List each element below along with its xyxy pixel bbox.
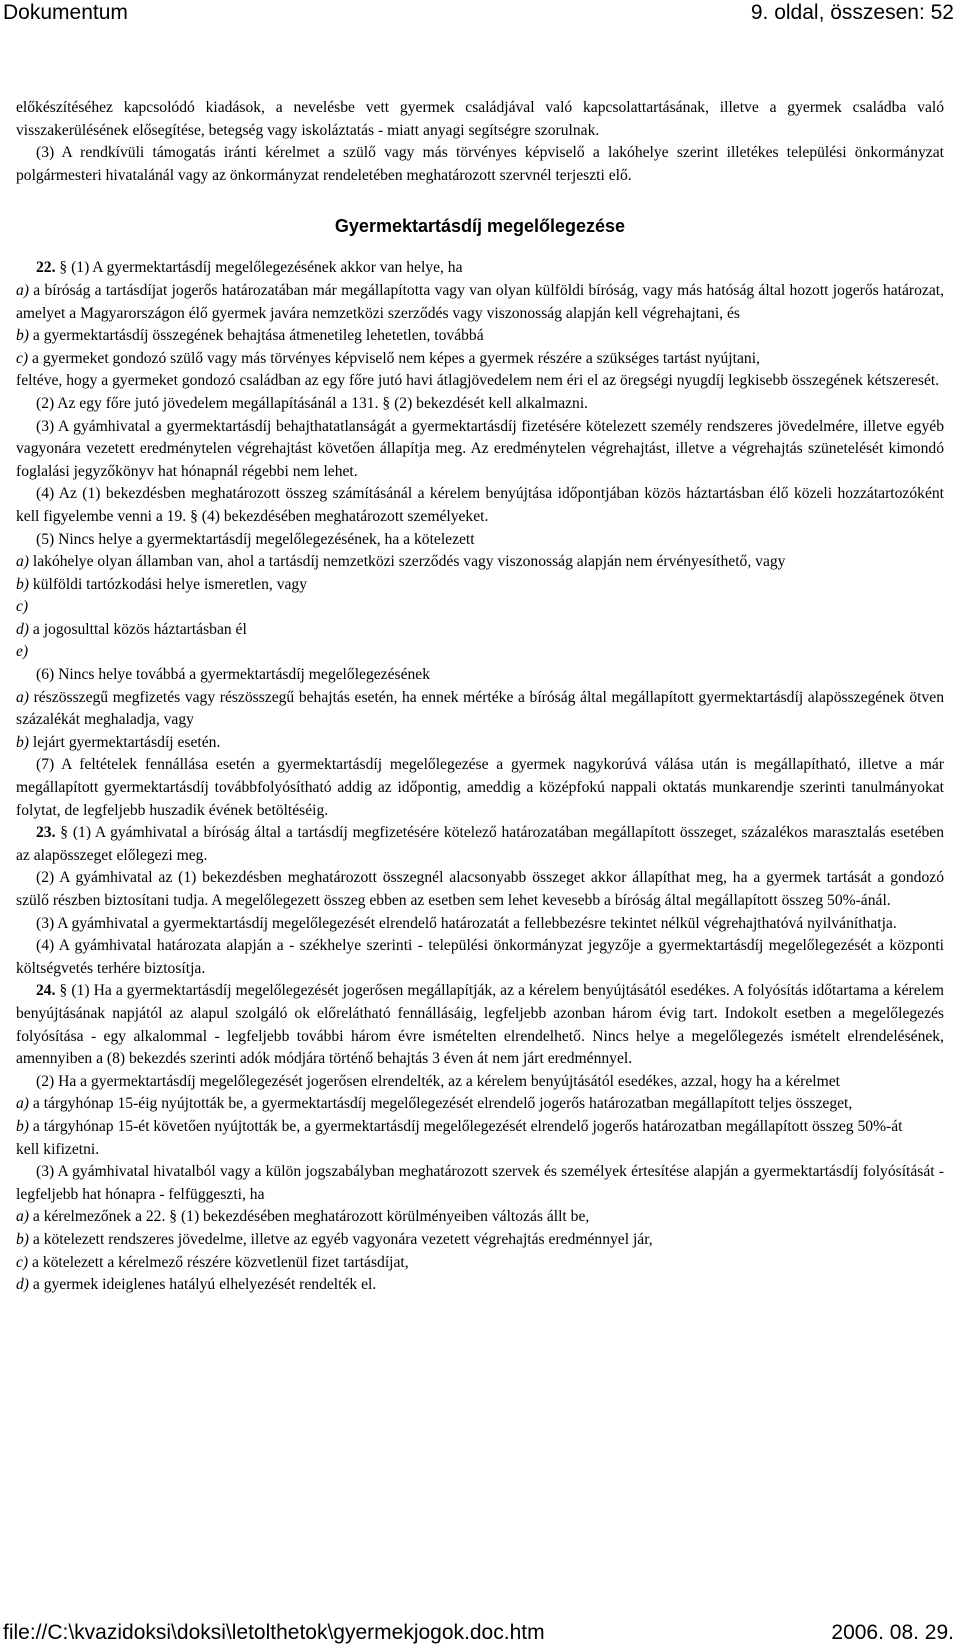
page-header bbox=[0, 0, 960, 34]
list-item-letter: a) bbox=[16, 281, 29, 299]
list-item bbox=[16, 1252, 944, 1275]
paragraph bbox=[16, 913, 944, 936]
list-item-letter: c) bbox=[16, 598, 29, 616]
paragraph bbox=[16, 754, 944, 822]
paragraph-text: a kérelmezőnek a 22. § (1) bekezdésében meghatározott körülményeiben változás állt be, bbox=[29, 1208, 590, 1226]
paragraph bbox=[16, 980, 944, 1070]
section-title: Gyermektartásdíj megelőlegezése bbox=[334, 216, 626, 237]
list-item bbox=[16, 619, 944, 642]
footer-date: 2006. 08. 29. bbox=[831, 1621, 954, 1644]
list-item-letter: d) bbox=[16, 1276, 29, 1294]
paragraph bbox=[16, 1071, 944, 1094]
list-item-letter: b) bbox=[16, 1117, 29, 1135]
paragraph bbox=[16, 257, 944, 280]
paragraph-text: (4) Az (1) bekezdésben meghatározott összeg számításánál a kérelem benyújtása időpontjában közös háztartásban élő közeli hozzátartozóként kell figyelembe venni a 19. § (4) bekezdésében meghatározott személyeket. bbox=[16, 485, 944, 525]
paragraph-text: a gyermektartásdíj összegének behajtása átmenetileg lehetetlen, továbbá bbox=[29, 327, 484, 345]
list-item-letter: a) bbox=[16, 553, 29, 571]
list-item bbox=[16, 1116, 944, 1139]
paragraph-text: a tárgyhónap 15-ét követően nyújtották be, a gyermektartásdíj megelőlegezését elrendelő jogerős határozatban megállapított összeg 50%-át bbox=[29, 1117, 903, 1135]
paragraph-text: (7) A feltételek fennállása esetén a gyermektartásdíj megelőlegezése a gyermek nagykorúvá válása után is megállapítható, illetve a már megállapított gyermektartásdíj továbbfolyósítható addig az időpontig, ameddig a középfokú nappali oktatás munkarendje szerinti tanulmányokat folytat, de legfeljebb huszadik évének betöltéséig. bbox=[16, 756, 944, 819]
paragraph bbox=[16, 370, 944, 393]
list-item bbox=[16, 641, 944, 664]
paragraph-text: (2) A gyámhivatal az (1) bekezdésben meghatározott összegnél alacsonyabb összeget akkor állapíthat meg, ha a gyermek tartását a gondozó szülő részben biztosítani tudja. A megelőlegezett összeg ebben az esetben sem lehet kevesebb a bíróság által megállapított összeg 50%-ánál. bbox=[16, 869, 944, 909]
paragraph-text: § (1) A gyámhivatal a bíróság által a tartásdíj megfizetésére kötelező határozatában megállapított összeget, százalékos marasztalás esetében az alapösszeget előlegezi meg. bbox=[16, 824, 945, 864]
document-body bbox=[16, 97, 944, 1297]
paragraph-text: (3) A gyámhivatal a gyermektartásdíj megelőlegezését elrendelő határozatát a fellebbezésre tekintet nélkül végrehajthatóvá nyilváníthatja. bbox=[36, 914, 897, 932]
list-item-letter: a) bbox=[16, 1208, 29, 1226]
paragraph-text: (3) A gyámhivatal a gyermektartásdíj behajthatatlanságát a gyermektartásdíj fizetésére kötelezett személy rendszeres jövedelmére, illetve egyéb vagyonára vezetett eredménytelen végrehajtást követően állapítja meg. Az eredménytelen végrehajtást, illetve a végrehajtás szünetelését kimondó foglalási jegyzőkönyv hat hónapnál régebbi nem lehet. bbox=[16, 417, 944, 480]
footer-file-path: file://C:\kvazidoksi\doksi\letolthetok\gyermekjogok.doc.htm bbox=[3, 1621, 545, 1644]
paragraph-text: lejárt gyermektartásdíj esetén. bbox=[29, 733, 221, 751]
list-item-letter: a) bbox=[16, 688, 29, 706]
paragraph-text: a bíróság a tartásdíjat jogerős határozatában már megállapította vagy van olyan külföldi bíróság, vagy más hatóság által hozott jogerős határozat, amelyet a Magyarországon élő gyermek javára nemzetközi szerződés vagy viszonosság alapján kell végrehajtani, és bbox=[16, 281, 944, 322]
page-footer bbox=[0, 1620, 960, 1652]
list-item bbox=[16, 596, 944, 619]
list-item bbox=[16, 1274, 944, 1297]
section-number: 24. bbox=[36, 982, 60, 1000]
list-item bbox=[16, 551, 944, 574]
list-item bbox=[16, 574, 944, 597]
paragraph bbox=[16, 416, 944, 484]
list-item bbox=[16, 687, 944, 732]
header-page-counter: 9. oldal, összesen: 52 bbox=[750, 1, 954, 24]
paragraph bbox=[16, 867, 944, 912]
paragraph bbox=[16, 97, 944, 142]
list-item bbox=[16, 1206, 944, 1229]
paragraph bbox=[16, 529, 944, 552]
paragraph-text: előkészítéséhez kapcsolódó kiadások, a nevelésbe vett gyermek családjával való kapcsolattartásának, illetve a gyermek családba való visszakerülésének elősegítése, betegség vagy iskoláztatás - miatt anyagi segítségre szorulnak. bbox=[16, 99, 944, 139]
paragraph-text: kell kifizetni. bbox=[16, 1140, 100, 1158]
list-item-letter: b) bbox=[16, 327, 29, 345]
paragraph-text: § (1) A gyermektartásdíj megelőlegezésének akkor van helye, ha bbox=[59, 259, 463, 277]
section-number: 23. bbox=[36, 824, 61, 842]
paragraph-text: a kötelezett rendszeres jövedelme, illetve az egyéb vagyonára vezetett végrehajtás eredménnyel jár, bbox=[29, 1230, 653, 1248]
paragraph bbox=[16, 935, 944, 980]
list-item bbox=[16, 1093, 944, 1116]
list-item bbox=[16, 1229, 944, 1252]
paragraph-text: (2) Ha a gyermektartásdíj megelőlegezését jogerősen elrendelték, az a kérelem benyújtásától esedékes, azzal, hogy ha a kérelmet bbox=[36, 1072, 840, 1090]
paragraph bbox=[16, 664, 944, 687]
paragraph-text: (5) Nincs helye a gyermektartásdíj megelőlegezésének, ha a kötelezett bbox=[36, 530, 475, 548]
list-item bbox=[16, 732, 944, 755]
list-item-letter: b) bbox=[16, 733, 29, 751]
paragraph-text: (4) A gyámhivatal határozata alapján a - székhelye szerinti - települési önkormányzat jegyzője a gyermektartásdíj megelőlegezését a központi költségvetés terhére biztosítja. bbox=[16, 937, 944, 977]
paragraph-text: részösszegű megfizetés vagy részösszegű behajtás esetén, ha ennek mértéke a bíróság által megállapított gyermektartásdíj alapösszegének ötven százalékát meghaladja, vagy bbox=[16, 688, 944, 729]
list-item-letter: c) bbox=[16, 1253, 29, 1271]
paragraph-text: a gyermek ideiglenes hatályú elhelyezését rendelték el. bbox=[29, 1276, 377, 1294]
paragraph-text: a tárgyhónap 15-éig nyújtották be, a gyermektartásdíj megelőlegezését elrendelő jogerős határozatban megállapított teljes összeget, bbox=[29, 1095, 853, 1113]
section-number: 22. bbox=[36, 259, 60, 277]
list-item bbox=[16, 348, 944, 371]
paragraph-text: (3) A gyámhivatal hivatalból vagy a külön jogszabályban meghatározott szervek és személyek értesítése alapján a gyermektartásdíj folyósítását - legfeljebb hat hónapra - felfüggeszti, ha bbox=[16, 1163, 944, 1203]
paragraph-text: a kötelezett a kérelmező részére közvetlenül fizet tartásdíjat, bbox=[28, 1253, 409, 1271]
paragraph bbox=[16, 393, 944, 416]
paragraph bbox=[16, 1161, 944, 1206]
list-item-letter: a) bbox=[16, 1095, 29, 1113]
header-document-label: Dokumentum bbox=[3, 1, 128, 24]
paragraph-text: lakóhelye olyan államban van, ahol a tartásdíj nemzetközi szerződés vagy viszonosság alapján nem érvényesíthető, vagy bbox=[29, 553, 786, 571]
paragraph-text: a jogosulttal közös háztartásban él bbox=[29, 620, 247, 638]
paragraph bbox=[16, 822, 944, 867]
list-item-letter: c) bbox=[16, 349, 29, 367]
list-item-letter: b) bbox=[16, 1230, 29, 1248]
list-item bbox=[16, 325, 944, 348]
paragraph-text: § (1) Ha a gyermektartásdíj megelőlegezését jogerősen megállapítják, az a kérelem benyújtásától esedékes. A folyósítás időtartama a kérelem benyújtásának napjától az alapul szolgáló ok előrelátható fennállásáig, legfeljebb azonban három évig tart. Indokolt esetben a megelőlegezés folyósítása - egy alkalommal - legfeljebb további három évre ismételten elrendelhető. Nincs helye a megelőlegezés ismételt elrendelésének, amennyiben a (8) bekezdés szerinti adók módjára történő behajtás 3 éven át nem járt eredménnyel. bbox=[16, 982, 945, 1068]
paragraph-text: a gyermeket gondozó szülő vagy más törvényes képviselő nem képes a gyermek részére a szükséges tartást nyújtani, bbox=[28, 349, 760, 367]
list-item bbox=[16, 280, 944, 325]
paragraph bbox=[16, 1139, 944, 1162]
list-item-letter: e) bbox=[16, 643, 29, 661]
paragraph bbox=[16, 483, 944, 528]
paragraph bbox=[16, 142, 944, 187]
list-item-letter: b) bbox=[16, 575, 29, 593]
paragraph-text: (6) Nincs helye továbbá a gyermektartásdíj megelőlegezésének bbox=[36, 666, 431, 684]
paragraph-text: feltéve, hogy a gyermeket gondozó családban az egy főre jutó havi átlagjövedelem nem éri el az öregségi nyugdíj legkisebb összegének kétszeresét. bbox=[16, 372, 940, 390]
paragraph-text: (2) Az egy főre jutó jövedelem megállapításánál a 131. § (2) bekezdését kell alkalmazni. bbox=[36, 394, 589, 412]
paragraph-text: (3) A rendkívüli támogatás iránti kérelmet a szülő vagy más törvényes képviselő a lakóhelye szerint illetékes települési önkormányzat polgármesteri hivatalánál vagy az önkormányzat rendeletében meghatározott szervnél terjeszti elő. bbox=[16, 144, 944, 184]
list-item-letter: d) bbox=[16, 620, 29, 638]
paragraph-text: külföldi tartózkodási helye ismeretlen, vagy bbox=[29, 575, 308, 593]
